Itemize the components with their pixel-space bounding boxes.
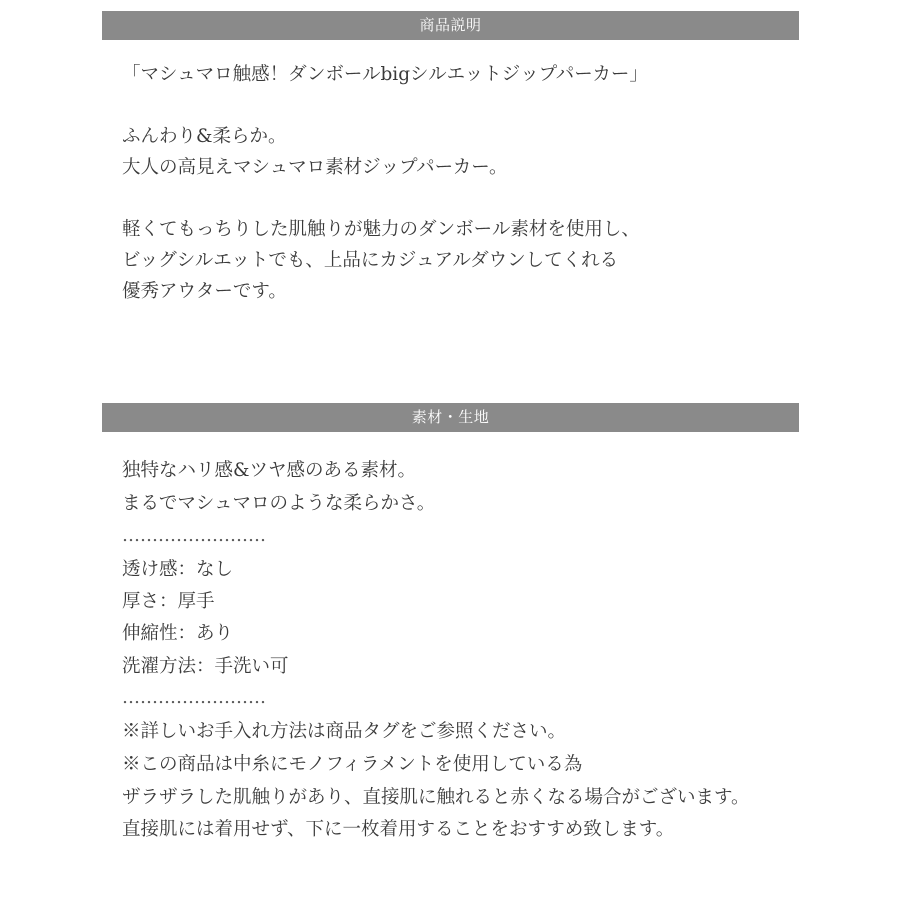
description-line: 軽くてもっちりした肌触りが魅力のダンボール素材を使用し、 (122, 219, 640, 240)
care-note-line: ※この商品は中糸にモノフィラメントを使用している為 (122, 754, 583, 775)
material-line: まるでマシュマロのような柔らかさ。 (122, 493, 436, 514)
care-note-line: ※詳しいお手入れ方法は商品タグをご参照ください。 (122, 721, 567, 742)
section-header-material: 素材・生地 (102, 403, 799, 432)
material-line: 伸縮性：あり (122, 623, 234, 644)
description-line: ふんわり&柔らか。 (122, 126, 287, 147)
material-line: 洗濯方法：手洗い可 (122, 656, 289, 677)
description-line: 優秀アウターです。 (122, 281, 287, 302)
care-note-line: 直接肌には着用せず、下に一枚着用することをおすすめ致します。 (122, 819, 675, 840)
dotted-divider: …………………… (122, 525, 266, 546)
description-line: ビッグシルエットでも、上品にカジュアルダウンしてくれる (122, 250, 619, 271)
care-note-line: ザラザラした肌触りがあり、直接肌に触れると赤くなる場合がございます。 (122, 787, 750, 808)
material-line: 透け感：なし (122, 559, 234, 580)
description-line: 大人の高見えマシュマロ素材ジップパーカー。 (122, 157, 508, 178)
material-line: 独特なハリ感&ツヤ感のある素材。 (122, 460, 416, 481)
section-header-description: 商品説明 (102, 11, 799, 40)
material-line: 厚さ：厚手 (122, 591, 215, 612)
description-line: 「マシュマロ触感！ダンボールbigシルエットジップパーカー」 (122, 64, 648, 85)
dotted-divider: …………………… (122, 687, 266, 708)
